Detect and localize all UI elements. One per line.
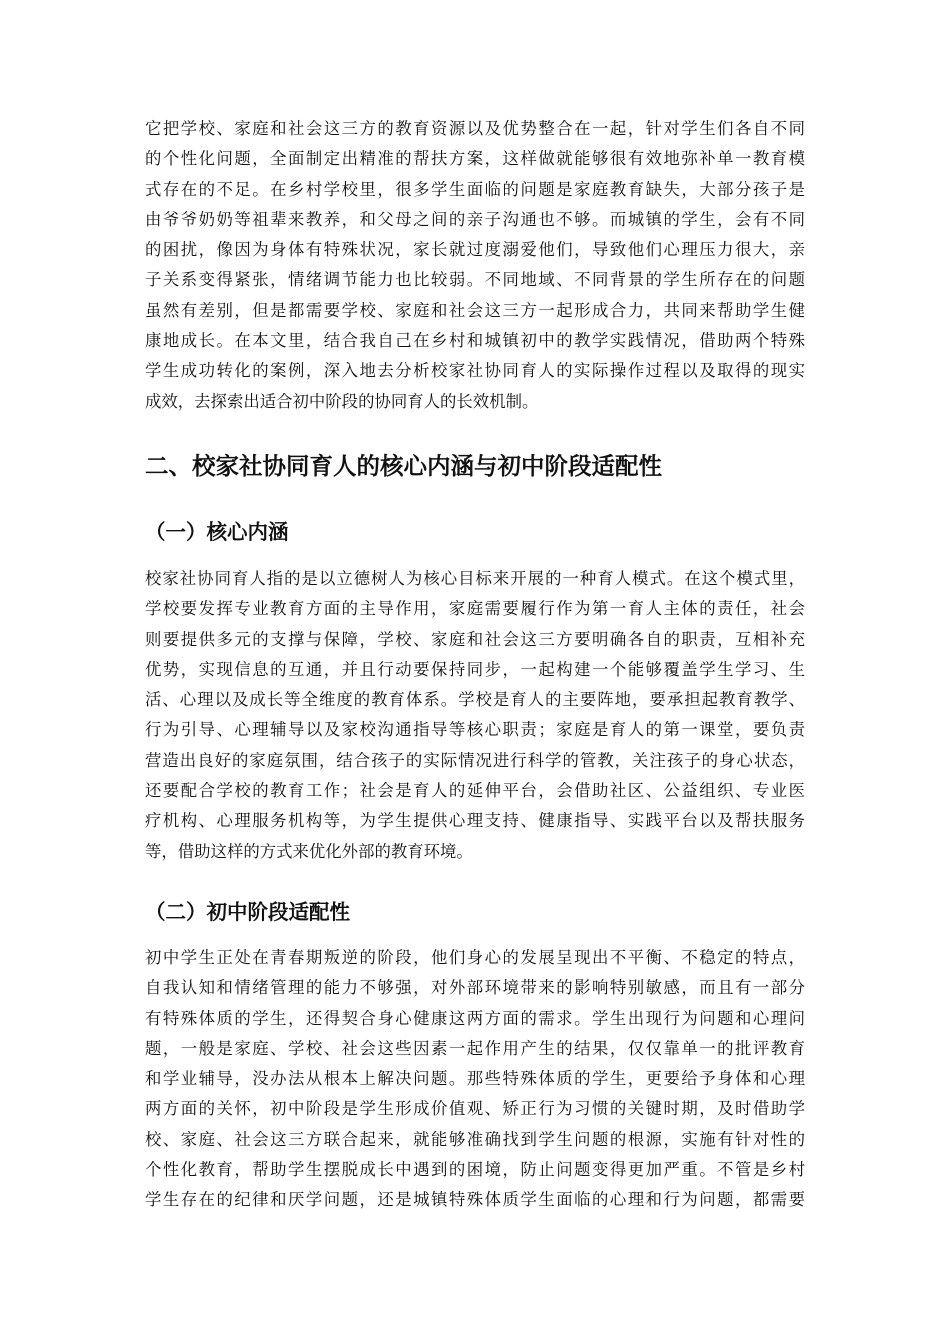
- text-line: 题，一般是家庭、学校、社会这些因素一起作用产生的结果，仅仅靠单一的批评教育: [145, 1038, 805, 1058]
- text-line: 和学业辅导，没办法从根本上解决问题。那些特殊体质的学生，更要给予身体和心理: [145, 1069, 805, 1089]
- section-heading: 二、校家社协同育人的核心内涵与初中阶段适配性: [145, 452, 662, 480]
- core-meaning-paragraph: [145, 564, 805, 867]
- text-line: 校家社协同育人指的是以立德树人为核心目标来开展的一种育人模式。在这个模式里，: [145, 569, 805, 588]
- text-line: 行为引导、心理辅导以及家校沟通指导等核心职责；家庭是育人的第一课堂，要负责: [145, 720, 805, 740]
- text-line: 还要配合学校的教育工作；社会是育人的延伸平台，会借助社区、公益组织、专业医: [145, 781, 805, 801]
- text-line: 由爷爷奶奶等祖辈来教养，和父母之间的亲子沟通也不够。而城镇的学生，会有不同: [145, 209, 805, 229]
- text-line: 成效，去探索出适合初中阶段的协同育人的长效机制。: [145, 391, 539, 411]
- text-line: 它把学校、家庭和社会这三方的教育资源以及优势整合在一起，针对学生们各自不同: [145, 119, 805, 138]
- text-line: 初中学生正处在青春期叛逆的阶段，他们身心的发展呈现出不平衡、不稳定的特点，: [145, 948, 805, 967]
- intro-paragraph: [145, 114, 805, 417]
- text-line: 学生存在的纪律和厌学问题，还是城镇特殊体质学生面临的心理和行为问题，都需要: [145, 1190, 805, 1210]
- subsection-heading: （二）初中阶段适配性: [145, 900, 350, 924]
- text-line: 疗机构、心理服务机构等，为学生提供心理支持、健康指导、实践平台以及帮扶服务: [145, 811, 805, 831]
- text-line: 有特殊体质的学生，还得契合身心健康这两方面的需求。学生出现行为问题和心理问: [145, 1008, 805, 1028]
- text-line: 子关系变得紧张，情绪调节能力也比较弱。不同地域、不同背景的学生所存在的问题: [145, 270, 805, 290]
- text-line: 式存在的不足。在乡村学校里，很多学生面临的问题是家庭教育缺失，大部分孩子是: [145, 179, 805, 199]
- text-line: 学校要发挥专业教育方面的主导作用，家庭需要履行作为第一育人主体的责任，社会: [145, 599, 805, 619]
- text-line: 优势，实现信息的互通，并且行动要保持同步，一起构建一个能够覆盖学生学习、生: [145, 659, 805, 679]
- text-line: 的个性化问题，全面制定出精准的帮扶方案，这样做就能够很有效地弥补单一教育模: [145, 149, 805, 169]
- subsection-heading: （一）核心内涵: [145, 520, 289, 544]
- text-line: 的困扰，像因为身体有特殊状况，家长就过度溺爱他们，导致他们心理压力很大，亲: [145, 240, 805, 260]
- text-line: 等，借助这样的方式来优化外部的教育环境。: [145, 841, 473, 861]
- text-line: 营造出良好的家庭氛围，结合孩子的实际情况进行科学的管教，关注孩子的身心状态，: [145, 750, 805, 770]
- text-line: 活、心理以及成长等全维度的教育体系。学校是育人的主要阵地，要承担起教育教学、: [145, 690, 805, 710]
- text-line: 学生成功转化的案例，深入地去分析校家社协同育人的实际操作过程以及取得的现实: [145, 361, 805, 381]
- text-line: 康地成长。在本文里，结合我自己在乡村和城镇初中的教学实践情况，借助两个特殊: [145, 331, 805, 351]
- text-line: 两方面的关怀，初中阶段是学生形成价值观、矫正行为习惯的关键时期，及时借助学: [145, 1099, 805, 1119]
- text-line: 个性化教育，帮助学生摆脱成长中遇到的困境，防止问题变得更加严重。不管是乡村: [145, 1160, 805, 1180]
- text-line: 虽然有差别，但是都需要学校、家庭和社会这三方一起形成合力，共同来帮助学生健: [145, 300, 805, 320]
- text-line: 自我认知和情绪管理的能力不够强，对外部环境带来的影响特别敏感，而且有一部分: [145, 978, 805, 998]
- text-line: 则要提供多元的支撑与保障，学校、家庭和社会这三方要明确各自的职责，互相补充: [145, 629, 805, 649]
- text-line: 校、家庭、社会这三方联合起来，就能够准确找到学生问题的根源，实施有针对性的: [145, 1129, 805, 1149]
- adaptability-paragraph: [145, 943, 805, 1216]
